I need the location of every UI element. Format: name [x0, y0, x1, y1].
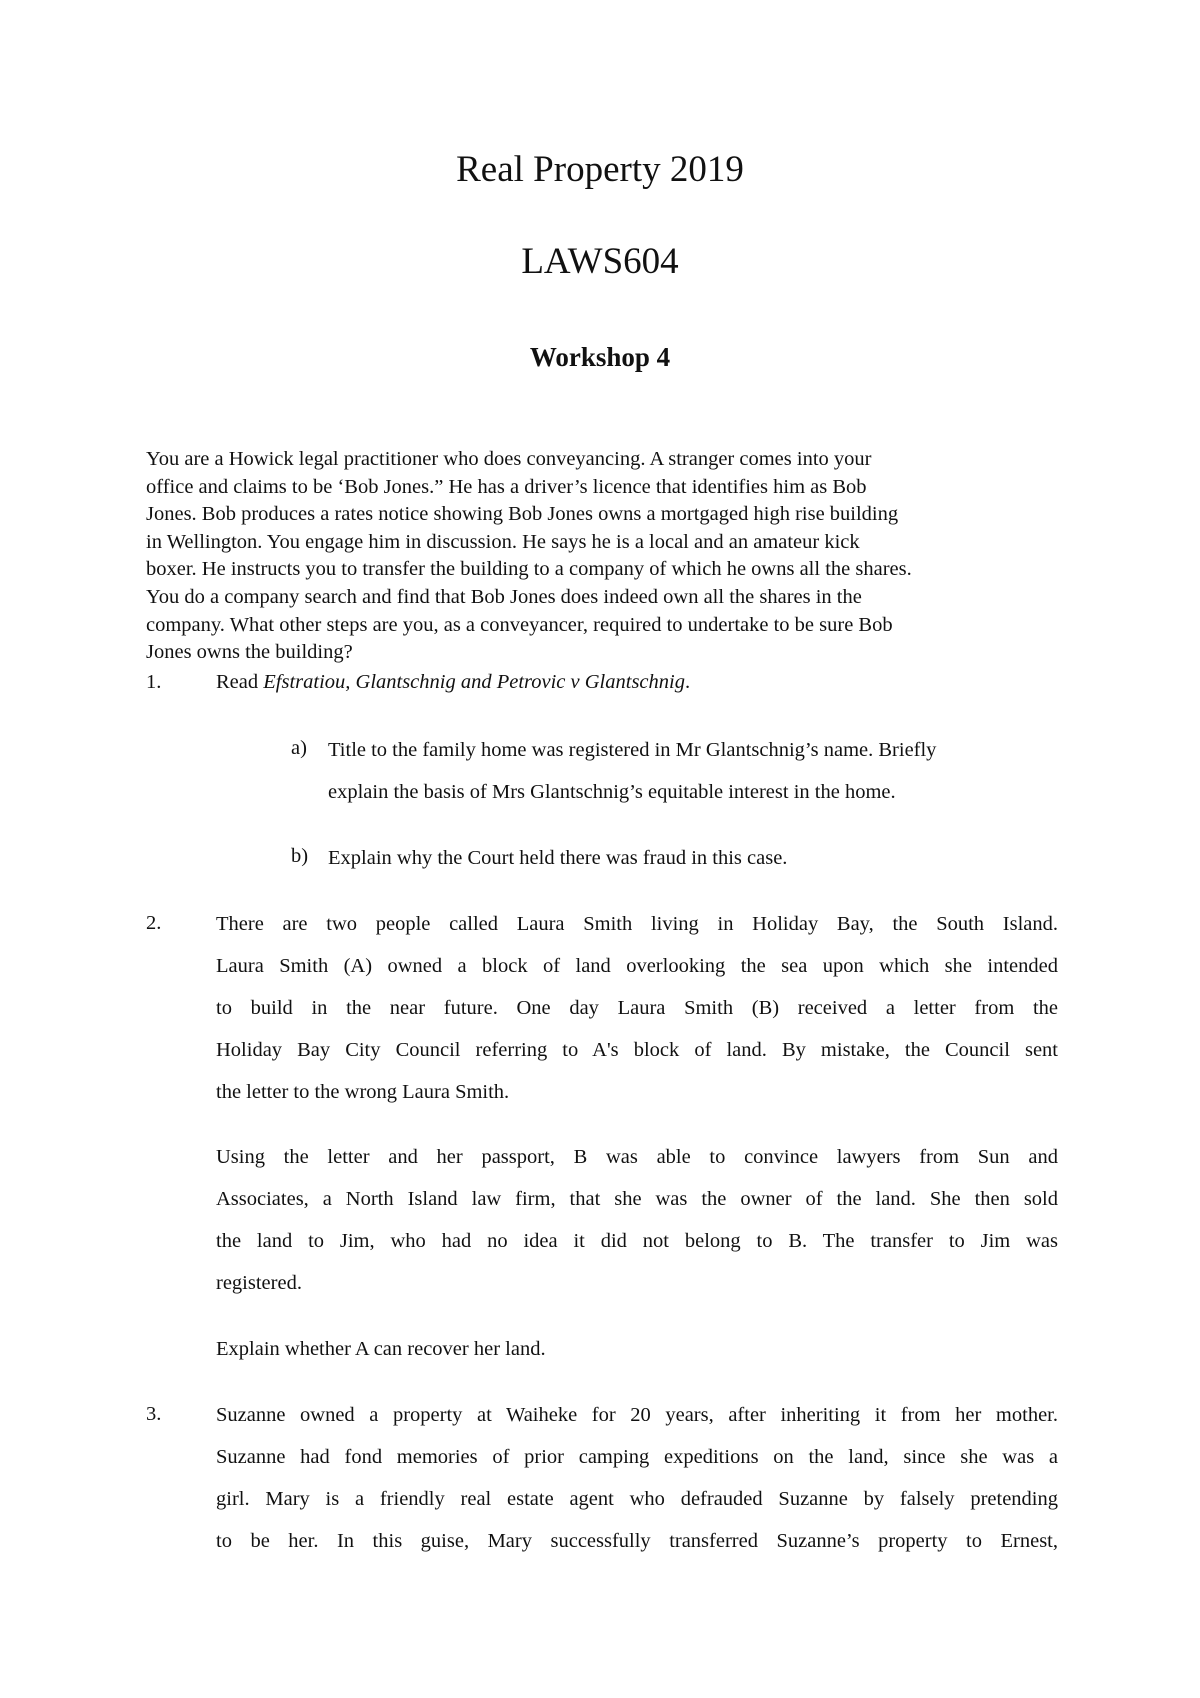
paragraph-line: registered. [216, 1272, 302, 1294]
question-2-paragraph-2 [216, 1136, 1058, 1304]
paragraph-line: to build in the near future. One day Laura Smith (B) received a letter from the [216, 997, 1058, 1019]
question-1-text [216, 671, 690, 694]
question-2-paragraph-1 [216, 903, 1058, 1113]
question-1b-label: b) [291, 845, 309, 867]
intro-paragraph [146, 446, 1066, 667]
question-3-paragraph [216, 1394, 1058, 1562]
question-1b-line: Explain why the Court held there was fraud in this case. [328, 847, 788, 869]
question-2-question [216, 1328, 1058, 1370]
document-title: Real Property 2019 [456, 149, 744, 190]
question-1-number: 1. [146, 671, 162, 693]
paragraph-line: There are two people called Laura Smith living in Holiday Bay, the South Island. [216, 913, 1058, 935]
question-1a-label: a) [291, 737, 307, 759]
question-2-number: 2. [146, 912, 162, 934]
paragraph-line: Using the letter and her passport, B was able to convince lawyers from Sun and [216, 1146, 1058, 1168]
question-3-number: 3. [146, 1403, 162, 1425]
question-1a-line: Title to the family home was registered in Mr Glantschnig’s name. Briefly [328, 739, 937, 761]
paragraph-line: Explain whether A can recover her land. [216, 1338, 546, 1360]
paragraph-line: the letter to the wrong Laura Smith. [216, 1081, 510, 1103]
paragraph-line: Associates, a North Island law firm, that she was the owner of the land. She then sold [216, 1188, 1058, 1210]
paragraph-line: to be her. In this guise, Mary successfully transferred Suzanne’s property to Ernest, [216, 1530, 1058, 1552]
course-code: LAWS604 [521, 241, 679, 282]
intro-line: in Wellington. You engage him in discussion. He says he is a local and an amateur kick [146, 530, 860, 553]
intro-line: boxer. He instructs you to transfer the building to a company of which he owns all the shares. [146, 558, 912, 581]
question-1a-text [328, 729, 1068, 813]
question-1-suffix: . [684, 671, 691, 693]
intro-line: Jones owns the building? [146, 641, 353, 664]
paragraph-line: girl. Mary is a friendly real estate agent who defrauded Suzanne by falsely pretending [216, 1488, 1058, 1510]
paragraph-line: Holiday Bay City Council referring to A's block of land. By mistake, the Council sent [216, 1039, 1058, 1061]
intro-line: company. What other steps are you, as a conveyancer, required to undertake to be sure Bob [146, 613, 893, 636]
question-1-prefix: Read [216, 671, 264, 693]
paragraph-line: the land to Jim, who had no idea it did not belong to B. The transfer to Jim was [216, 1230, 1058, 1252]
paragraph-line: Suzanne owned a property at Waiheke for 20 years, after inheriting it from her mother. [216, 1404, 1058, 1426]
paragraph-line: Suzanne had fond memories of prior camping expeditions on the land, since she was a [216, 1446, 1058, 1468]
case-name: Efstratiou, Glantschnig and Petrovic v Glantschnig [263, 671, 685, 693]
intro-line: You are a Howick legal practitioner who does conveyancing. A stranger comes into your [146, 448, 872, 470]
intro-line: You do a company search and find that Bob Jones does indeed own all the shares in the [146, 585, 862, 608]
intro-line: Jones. Bob produces a rates notice showing Bob Jones owns a mortgaged high rise building [146, 503, 899, 526]
question-1a-line: explain the basis of Mrs Glantschnig’s equitable interest in the home. [328, 781, 896, 803]
intro-line: office and claims to be ‘Bob Jones.” He has a driver’s licence that identifies him as Bob [146, 475, 867, 498]
paragraph-line: Laura Smith (A) owned a block of land overlooking the sea upon which she intended [216, 955, 1058, 977]
workshop-heading: Workshop 4 [529, 342, 671, 372]
question-1b-text [328, 837, 1068, 879]
